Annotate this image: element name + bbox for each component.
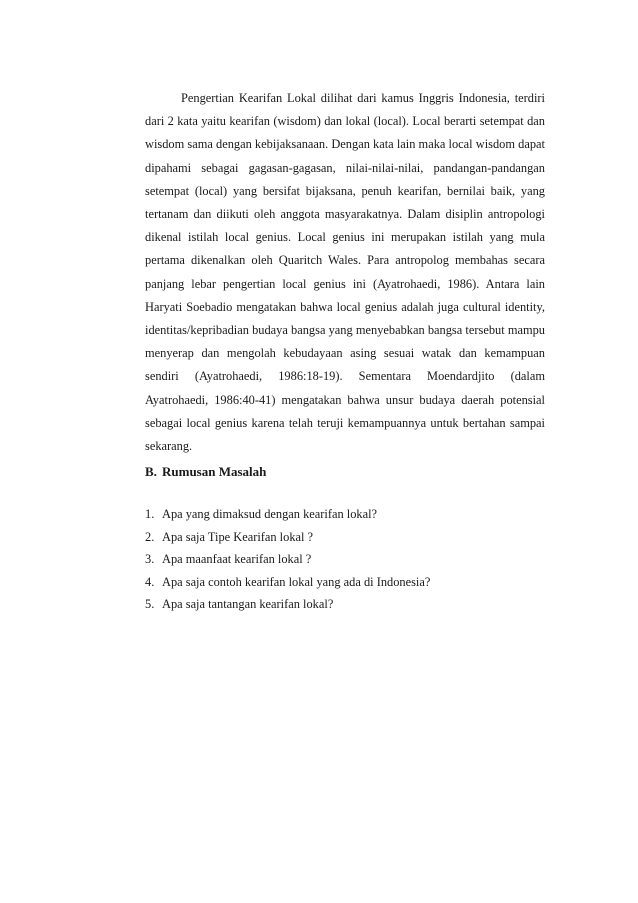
list-item-text: Apa saja tantangan kearifan lokal?	[162, 597, 334, 611]
list-item	[145, 503, 545, 526]
list-item-number: 4.	[145, 574, 155, 589]
list-item-number: 5.	[145, 597, 155, 611]
list-item	[145, 526, 545, 549]
section-heading	[145, 464, 266, 480]
list-item-number: 1.	[145, 507, 155, 521]
list-item	[145, 571, 545, 594]
list-item-text: Apa yang dimaksud dengan kearifan lokal?	[162, 507, 378, 521]
body-paragraph: Pengertian Kearifan Lokal dilihat dari kamus Inggris Indonesia, terdiri dari 2 kata yaitu kearifan (wisdom) dan lokal (local). Local berarti setempat dan wisdom sama dengan kebijaksanaan. Dengan kata lain maka local wisdom dapat dipahami sebagai gagasan-gagasan, nilai-nilai-nilai, pandangan-pandangan setempat (local) yang bersifat bijaksana, penuh kearifan, bernilai baik, yang tertanam dan diikuti oleh anggota masyarakatnya. Dalam disiplin antropologi dikenal istilah local genius. Local genius ini merupakan istilah yang mula pertama dikenalkan oleh Quaritch Wales. Para antropolog membahas secara panjang lebar pengertian local genius ini (Ayatrohaedi, 1986). Antara lain Haryati Soebadio mengatakan bahwa local genius adalah juga cultural identity, identitas/kepribadian budaya bangsa yang menyebabkan bangsa tersebut mampu menyerap dan mengolah kebudayaan asing sesuai watak dan kemampuan sendiri (Ayatrohaedi, 1986:18-19). Sementara Moendardjito (dalam Ayatrohaedi, 1986:40-41) mengatakan bahwa unsur budaya daerah potensial sebagai local genius karena telah teruji kemampuannya untuk bertahan sampai sekarang.	[145, 91, 545, 454]
section-title: Rumusan Masalah	[162, 464, 267, 479]
question-list	[145, 503, 545, 616]
list-item	[145, 548, 545, 571]
list-item-number: 2.	[145, 529, 155, 544]
list-item	[145, 593, 545, 616]
list-item-number: 3.	[145, 552, 155, 566]
section-letter: B.	[145, 464, 157, 479]
list-item-text: Apa saja contoh kearifan lokal yang ada di Indonesia?	[162, 574, 431, 589]
list-item-text: Apa maanfaat kearifan lokal ?	[162, 552, 312, 566]
list-item-text: Apa saja Tipe Kearifan lokal ?	[162, 529, 314, 544]
